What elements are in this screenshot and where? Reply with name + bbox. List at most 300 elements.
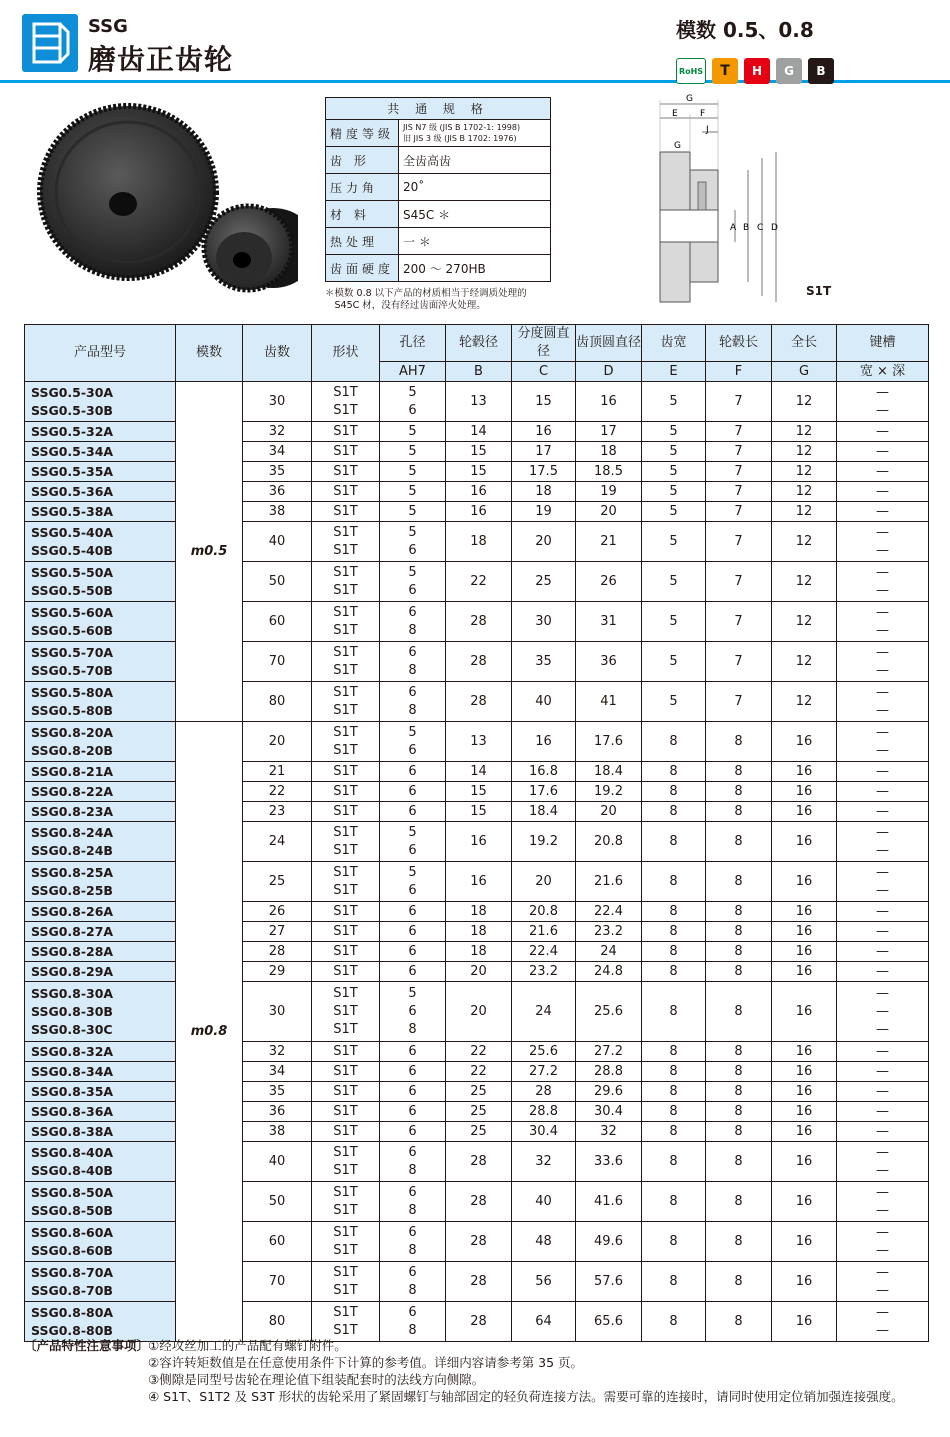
table-row xyxy=(25,482,929,502)
hub-dia-cell: 28 xyxy=(446,1302,512,1342)
outside-dia-cell: 24.8 xyxy=(576,962,642,982)
table-row xyxy=(25,1102,929,1122)
tapped-badge-icon: T xyxy=(712,58,738,84)
spec-key: 压力角 xyxy=(326,174,399,201)
hub-length-cell: 7 xyxy=(706,382,772,422)
teeth-cell: 35 xyxy=(243,462,312,482)
note-item: ③侧隙是同型号齿轮在理论值下组装配套时的法线方向侧隙。 xyxy=(148,1372,485,1387)
keyway-cell: — xyxy=(837,422,929,442)
shape-cell: S1T xyxy=(312,942,380,962)
pitch-dia-cell: 30 xyxy=(512,602,576,642)
pitch-dia-cell: 19 xyxy=(512,502,576,522)
teeth-cell: 34 xyxy=(243,1062,312,1082)
keyway-cell: — xyxy=(837,482,929,502)
shape-cell: S1T S1T xyxy=(312,722,380,762)
module-cell: m0.5 xyxy=(176,382,243,722)
shape-cell: S1T xyxy=(312,1102,380,1122)
table-row xyxy=(25,522,929,562)
outside-dia-cell: 23.2 xyxy=(576,922,642,942)
hub-dia-cell: 18 xyxy=(446,902,512,922)
shape-cell: S1T xyxy=(312,1122,380,1142)
hub-length-cell: 7 xyxy=(706,642,772,682)
bore-cell: 6 xyxy=(380,1042,446,1062)
outside-dia-cell: 29.6 xyxy=(576,1082,642,1102)
rohs-badge-icon: RoHS xyxy=(676,58,706,84)
keyway-cell: — — xyxy=(837,862,929,902)
keyway-cell: — — xyxy=(837,642,929,682)
total-length-cell: 12 xyxy=(772,642,837,682)
bore-cell: 5 6 xyxy=(380,382,446,422)
teeth-cell: 80 xyxy=(243,682,312,722)
product-code-cell: SSG0.8-24A SSG0.8-24B xyxy=(25,822,176,862)
product-code-cell: SSG0.5-60A SSG0.5-60B xyxy=(25,602,176,642)
note-item: ④ S1T、S1T2 及 S3T 形状的齿轮采用了紧固螺钉与轴部固定的轻负荷连接方法。需要可靠的连接时，请同时使用定位销加强连接强度。 xyxy=(148,1389,904,1404)
outside-dia-cell: 19 xyxy=(576,482,642,502)
teeth-cell: 36 xyxy=(243,1102,312,1122)
pitch-dia-cell: 30.4 xyxy=(512,1122,576,1142)
dim-label-g: G xyxy=(686,94,693,104)
hub-dia-cell: 25 xyxy=(446,1122,512,1142)
face-width-cell: 5 xyxy=(642,602,706,642)
product-code-cell: SSG0.5-50A SSG0.5-50B xyxy=(25,562,176,602)
shape-cell: S1T S1T xyxy=(312,1262,380,1302)
header-face-width: 齿宽 xyxy=(642,325,706,362)
hub-dia-cell: 15 xyxy=(446,442,512,462)
hub-length-cell: 8 xyxy=(706,1062,772,1082)
dim-label-f: F xyxy=(700,109,706,119)
product-code-cell: SSG0.8-22A xyxy=(25,782,176,802)
table-row xyxy=(25,982,929,1042)
product-code-cell: SSG0.8-80A SSG0.8-80B xyxy=(25,1302,176,1342)
teeth-cell: 30 xyxy=(243,382,312,422)
teeth-cell: 27 xyxy=(243,922,312,942)
face-width-cell: 8 xyxy=(642,1042,706,1062)
note-item: ②容许转矩数值是在任意使用条件下计算的参考值。详细内容请参考第 35 页。 xyxy=(148,1355,584,1370)
spec-value: JIS N7 级 (JIS B 1702-1: 1998) 旧 JIS 3 级 (JIS B 1702: 1976) xyxy=(399,120,551,147)
table-row xyxy=(25,502,929,522)
spec-table-title: 共 通 规 格 xyxy=(326,98,551,120)
outside-dia-cell: 17.6 xyxy=(576,722,642,762)
total-length-cell: 12 xyxy=(772,422,837,442)
shape-cell: S1T xyxy=(312,1082,380,1102)
product-code-cell: SSG0.8-28A xyxy=(25,942,176,962)
dim-label-d: D xyxy=(771,223,778,233)
keyway-cell: — — xyxy=(837,1142,929,1182)
keyway-cell: — — xyxy=(837,682,929,722)
subheader-d: D xyxy=(576,362,642,382)
face-width-cell: 5 xyxy=(642,382,706,422)
bore-cell: 6 xyxy=(380,1062,446,1082)
teeth-cell: 21 xyxy=(243,762,312,782)
teeth-cell: 40 xyxy=(243,522,312,562)
bore-cell: 5 6 8 xyxy=(380,982,446,1042)
table-row xyxy=(25,862,929,902)
hub-dia-cell: 28 xyxy=(446,1262,512,1302)
total-length-cell: 16 xyxy=(772,1302,837,1342)
outside-dia-cell: 41.6 xyxy=(576,1182,642,1222)
pitch-dia-cell: 15 xyxy=(512,382,576,422)
page-header xyxy=(0,0,950,92)
table-row xyxy=(25,1042,929,1062)
face-width-cell: 8 xyxy=(642,822,706,862)
table-row xyxy=(25,422,929,442)
total-length-cell: 12 xyxy=(772,382,837,422)
product-code-cell: SSG0.5-80A SSG0.5-80B xyxy=(25,682,176,722)
header-hub-length: 轮毂长 xyxy=(706,325,772,362)
header-keyway: 键槽 xyxy=(837,325,929,362)
hub-length-cell: 8 xyxy=(706,982,772,1042)
face-width-cell: 5 xyxy=(642,562,706,602)
teeth-cell: 26 xyxy=(243,902,312,922)
keyway-cell: — — xyxy=(837,1182,929,1222)
hub-dia-cell: 22 xyxy=(446,1042,512,1062)
hub-dia-cell: 18 xyxy=(446,522,512,562)
module-cell: m0.8 xyxy=(176,722,243,1342)
outside-dia-cell: 31 xyxy=(576,602,642,642)
notes-list xyxy=(148,1337,934,1405)
outside-dia-cell: 65.6 xyxy=(576,1302,642,1342)
table-row xyxy=(25,462,929,482)
outside-dia-cell: 36 xyxy=(576,642,642,682)
teeth-cell: 80 xyxy=(243,1302,312,1342)
outside-dia-cell: 19.2 xyxy=(576,782,642,802)
hub-dia-cell: 25 xyxy=(446,1082,512,1102)
header-outside-dia: 齿顶圆直径 xyxy=(576,325,642,362)
shape-cell: S1T S1T xyxy=(312,602,380,642)
hub-dia-cell: 22 xyxy=(446,1062,512,1082)
face-width-cell: 8 xyxy=(642,902,706,922)
face-width-cell: 8 xyxy=(642,1082,706,1102)
hub-length-cell: 8 xyxy=(706,1122,772,1142)
product-code-cell: SSG0.8-25A SSG0.8-25B xyxy=(25,862,176,902)
total-length-cell: 16 xyxy=(772,762,837,782)
bore-cell: 6 8 xyxy=(380,602,446,642)
bore-cell: 6 8 xyxy=(380,682,446,722)
outside-dia-cell: 20 xyxy=(576,802,642,822)
dimension-diagram xyxy=(640,92,800,307)
hub-length-cell: 8 xyxy=(706,1222,772,1262)
total-length-cell: 16 xyxy=(772,802,837,822)
shape-cell: S1T xyxy=(312,802,380,822)
teeth-cell: 30 xyxy=(243,982,312,1042)
shape-cell: S1T S1T xyxy=(312,822,380,862)
hub-dia-cell: 14 xyxy=(446,762,512,782)
subheader-keyway-size: 宽 × 深 xyxy=(837,362,929,382)
teeth-cell: 23 xyxy=(243,802,312,822)
dim-label-c: C xyxy=(757,223,764,233)
teeth-cell: 50 xyxy=(243,562,312,602)
product-code-cell: SSG0.8-70A SSG0.8-70B xyxy=(25,1262,176,1302)
product-code-cell: SSG0.8-27A xyxy=(25,922,176,942)
hub-dia-cell: 28 xyxy=(446,642,512,682)
hub-length-cell: 7 xyxy=(706,482,772,502)
blackened-badge-icon: B xyxy=(808,58,834,84)
total-length-cell: 16 xyxy=(772,982,837,1042)
hub-length-cell: 7 xyxy=(706,602,772,642)
pitch-dia-cell: 20 xyxy=(512,522,576,562)
hub-length-cell: 8 xyxy=(706,782,772,802)
subheader-e: E xyxy=(642,362,706,382)
keyway-cell: — xyxy=(837,962,929,982)
outside-dia-cell: 33.6 xyxy=(576,1142,642,1182)
teeth-cell: 50 xyxy=(243,1182,312,1222)
face-width-cell: 8 xyxy=(642,862,706,902)
outside-dia-cell: 25.6 xyxy=(576,982,642,1042)
product-code-cell: SSG0.8-60A SSG0.8-60B xyxy=(25,1222,176,1262)
outside-dia-cell: 57.6 xyxy=(576,1262,642,1302)
keyway-cell: — — — xyxy=(837,982,929,1042)
pitch-dia-cell: 22.4 xyxy=(512,942,576,962)
hub-length-cell: 8 xyxy=(706,962,772,982)
face-width-cell: 5 xyxy=(642,642,706,682)
keyway-cell: — — xyxy=(837,822,929,862)
bore-cell: 6 8 xyxy=(380,1302,446,1342)
total-length-cell: 16 xyxy=(772,782,837,802)
product-code-cell: SSG0.8-29A xyxy=(25,962,176,982)
hub-dia-cell: 16 xyxy=(446,862,512,902)
shape-cell: S1T S1T S1T xyxy=(312,982,380,1042)
keyway-cell: — — xyxy=(837,382,929,422)
face-width-cell: 8 xyxy=(642,1182,706,1222)
total-length-cell: 16 xyxy=(772,1182,837,1222)
notes-label: 〔产品特性注意事项〕 xyxy=(24,1338,150,1353)
face-width-cell: 5 xyxy=(642,422,706,442)
total-length-cell: 16 xyxy=(772,962,837,982)
total-length-cell: 16 xyxy=(772,1262,837,1302)
bore-cell: 6 xyxy=(380,802,446,822)
hub-dia-cell: 13 xyxy=(446,722,512,762)
bore-cell: 6 xyxy=(380,1102,446,1122)
bore-cell: 5 xyxy=(380,502,446,522)
subheader-g: G xyxy=(772,362,837,382)
total-length-cell: 16 xyxy=(772,1042,837,1062)
table-row xyxy=(25,1182,929,1222)
total-length-cell: 12 xyxy=(772,502,837,522)
hub-length-cell: 8 xyxy=(706,722,772,762)
outside-dia-cell: 49.6 xyxy=(576,1222,642,1262)
header-total-length: 全长 xyxy=(772,325,837,362)
hub-length-cell: 8 xyxy=(706,902,772,922)
teeth-cell: 36 xyxy=(243,482,312,502)
shape-cell: S1T S1T xyxy=(312,522,380,562)
bore-cell: 6 xyxy=(380,922,446,942)
teeth-cell: 29 xyxy=(243,962,312,982)
keyway-cell: — xyxy=(837,502,929,522)
pitch-dia-cell: 25 xyxy=(512,562,576,602)
table-row xyxy=(25,382,929,422)
shape-cell: S1T xyxy=(312,782,380,802)
keyway-cell: — xyxy=(837,1082,929,1102)
face-width-cell: 5 xyxy=(642,522,706,562)
hub-dia-cell: 20 xyxy=(446,982,512,1042)
outside-dia-cell: 32 xyxy=(576,1122,642,1142)
shape-cell: S1T S1T xyxy=(312,562,380,602)
bore-cell: 5 6 xyxy=(380,722,446,762)
pitch-dia-cell: 28 xyxy=(512,1082,576,1102)
outside-dia-cell: 18 xyxy=(576,442,642,462)
hub-dia-cell: 25 xyxy=(446,1102,512,1122)
product-code-cell: SSG0.8-40A SSG0.8-40B xyxy=(25,1142,176,1182)
face-width-cell: 8 xyxy=(642,722,706,762)
hub-dia-cell: 14 xyxy=(446,422,512,442)
shape-cell: S1T S1T xyxy=(312,1222,380,1262)
header-hub-dia: 轮毂径 xyxy=(446,325,512,362)
table-row xyxy=(25,902,929,922)
teeth-cell: 32 xyxy=(243,422,312,442)
face-width-cell: 5 xyxy=(642,442,706,462)
hub-length-cell: 8 xyxy=(706,822,772,862)
hub-length-cell: 8 xyxy=(706,1042,772,1062)
teeth-cell: 38 xyxy=(243,1122,312,1142)
outside-dia-cell: 27.2 xyxy=(576,1042,642,1062)
shape-cell: S1T S1T xyxy=(312,1142,380,1182)
table-row xyxy=(25,1122,929,1142)
hub-length-cell: 7 xyxy=(706,562,772,602)
total-length-cell: 16 xyxy=(772,722,837,762)
face-width-cell: 8 xyxy=(642,1122,706,1142)
bore-cell: 6 xyxy=(380,902,446,922)
hub-length-cell: 7 xyxy=(706,502,772,522)
pitch-dia-cell: 64 xyxy=(512,1302,576,1342)
outside-dia-cell: 16 xyxy=(576,382,642,422)
total-length-cell: 16 xyxy=(772,902,837,922)
total-length-cell: 12 xyxy=(772,522,837,562)
outside-dia-cell: 24 xyxy=(576,942,642,962)
face-width-cell: 8 xyxy=(642,1222,706,1262)
outside-dia-cell: 22.4 xyxy=(576,902,642,922)
spec-key: 齿面硬度 xyxy=(326,255,399,282)
table-row xyxy=(25,762,929,782)
product-code-cell: SSG0.8-35A xyxy=(25,1082,176,1102)
shape-cell: S1T S1T xyxy=(312,382,380,422)
keyway-cell: — xyxy=(837,1122,929,1142)
product-code-cell: SSG0.8-50A SSG0.8-50B xyxy=(25,1182,176,1222)
pitch-dia-cell: 20 xyxy=(512,862,576,902)
shape-cell: S1T S1T xyxy=(312,682,380,722)
bore-cell: 6 xyxy=(380,782,446,802)
bore-cell: 5 xyxy=(380,422,446,442)
product-code-cell: SSG0.8-34A xyxy=(25,1062,176,1082)
keyway-cell: — xyxy=(837,1102,929,1122)
table-row xyxy=(25,962,929,982)
outside-dia-cell: 20 xyxy=(576,502,642,522)
bore-cell: 5 xyxy=(380,442,446,462)
table-row xyxy=(25,1262,929,1302)
hub-dia-cell: 18 xyxy=(446,942,512,962)
series-code: SSG xyxy=(88,16,128,37)
product-code-cell: SSG0.5-40A SSG0.5-40B xyxy=(25,522,176,562)
total-length-cell: 16 xyxy=(772,942,837,962)
face-width-cell: 8 xyxy=(642,982,706,1042)
total-length-cell: 16 xyxy=(772,1142,837,1182)
table-row xyxy=(25,1062,929,1082)
teeth-cell: 40 xyxy=(243,1142,312,1182)
shape-cell: S1T S1T xyxy=(312,862,380,902)
face-width-cell: 5 xyxy=(642,462,706,482)
hub-length-cell: 8 xyxy=(706,1302,772,1342)
shape-cell: S1T xyxy=(312,482,380,502)
pitch-dia-cell: 16 xyxy=(512,722,576,762)
total-length-cell: 16 xyxy=(772,1122,837,1142)
shape-label: S1T xyxy=(806,284,832,298)
gear-product-photo xyxy=(28,92,298,312)
product-table xyxy=(24,324,929,1342)
shape-cell: S1T S1T xyxy=(312,1182,380,1222)
outside-dia-cell: 28.8 xyxy=(576,1062,642,1082)
keyway-cell: — — xyxy=(837,1262,929,1302)
bore-cell: 5 xyxy=(380,482,446,502)
hub-length-cell: 8 xyxy=(706,1102,772,1122)
dim-label-a: A xyxy=(730,223,737,233)
table-row xyxy=(25,642,929,682)
total-length-cell: 16 xyxy=(772,862,837,902)
face-width-cell: 8 xyxy=(642,942,706,962)
hub-length-cell: 7 xyxy=(706,442,772,462)
hub-length-cell: 8 xyxy=(706,1142,772,1182)
table-row xyxy=(25,562,929,602)
dim-label-e: E xyxy=(672,109,678,119)
hub-length-cell: 8 xyxy=(706,802,772,822)
subheader-b: B xyxy=(446,362,512,382)
total-length-cell: 12 xyxy=(772,482,837,502)
shape-cell: S1T xyxy=(312,1042,380,1062)
hub-dia-cell: 28 xyxy=(446,1142,512,1182)
hardened-badge-icon: H xyxy=(744,58,770,84)
total-length-cell: 16 xyxy=(772,822,837,862)
bore-cell: 5 xyxy=(380,462,446,482)
spec-key: 热处理 xyxy=(326,228,399,255)
pitch-dia-cell: 19.2 xyxy=(512,822,576,862)
hub-dia-cell: 28 xyxy=(446,1182,512,1222)
teeth-cell: 32 xyxy=(243,1042,312,1062)
hub-length-cell: 7 xyxy=(706,462,772,482)
hub-length-cell: 8 xyxy=(706,922,772,942)
product-code-cell: SSG0.8-21A xyxy=(25,762,176,782)
product-code-cell: SSG0.5-38A xyxy=(25,502,176,522)
keyway-cell: — xyxy=(837,1042,929,1062)
hub-dia-cell: 15 xyxy=(446,462,512,482)
table-row xyxy=(25,1222,929,1262)
hub-dia-cell: 28 xyxy=(446,1222,512,1262)
shape-cell: S1T S1T xyxy=(312,1302,380,1342)
spec-key: 材 料 xyxy=(326,201,399,228)
hub-length-cell: 7 xyxy=(706,682,772,722)
pitch-dia-cell: 17 xyxy=(512,442,576,462)
outside-dia-cell: 18.4 xyxy=(576,762,642,782)
face-width-cell: 8 xyxy=(642,802,706,822)
total-length-cell: 12 xyxy=(772,682,837,722)
shape-cell: S1T xyxy=(312,422,380,442)
ground-badge-icon: G xyxy=(776,58,802,84)
table-row xyxy=(25,1142,929,1182)
table-row xyxy=(25,602,929,642)
bore-cell: 6 8 xyxy=(380,1222,446,1262)
product-code-cell: SSG0.5-35A xyxy=(25,462,176,482)
bore-cell: 6 8 xyxy=(380,642,446,682)
outside-dia-cell: 17 xyxy=(576,422,642,442)
header-bore: 孔径 xyxy=(380,325,446,362)
shape-cell: S1T xyxy=(312,442,380,462)
face-width-cell: 8 xyxy=(642,1262,706,1302)
total-length-cell: 16 xyxy=(772,1222,837,1262)
teeth-cell: 60 xyxy=(243,1222,312,1262)
keyway-cell: — xyxy=(837,462,929,482)
outside-dia-cell: 20.8 xyxy=(576,822,642,862)
total-length-cell: 16 xyxy=(772,922,837,942)
bore-cell: 6 xyxy=(380,762,446,782)
outside-dia-cell: 26 xyxy=(576,562,642,602)
subheader-c: C xyxy=(512,362,576,382)
